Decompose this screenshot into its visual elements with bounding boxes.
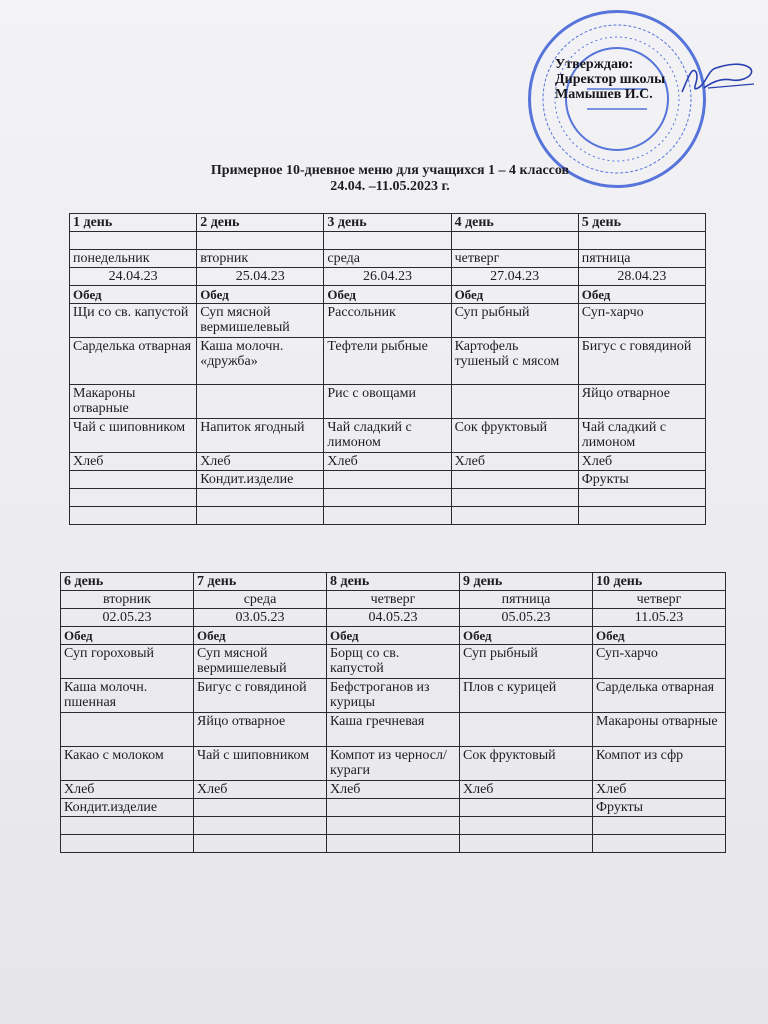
- meal-cell: Обед: [197, 286, 324, 304]
- dish-cell: Хлеб: [61, 781, 194, 799]
- dish-cell: Фрукты: [578, 471, 705, 489]
- day-cell: 3 день: [324, 214, 451, 232]
- dish-cell: Сок фруктовый: [451, 419, 578, 453]
- dish-cell: Суп рыбный: [451, 304, 578, 338]
- dish-cell: Какао с молоком: [61, 747, 194, 781]
- blank-cell: [324, 489, 451, 507]
- dish-cell: [327, 799, 460, 817]
- day-cell: 2 день: [197, 214, 324, 232]
- dish-cell: [460, 713, 593, 747]
- dish-cell: Компот из черносл/кураги: [327, 747, 460, 781]
- dish-cell: Бефстроганов из курицы: [327, 679, 460, 713]
- blank-cell: [194, 817, 327, 835]
- dish-row: [61, 645, 726, 679]
- dish-cell: [70, 471, 197, 489]
- day-cell: 9 день: [460, 573, 593, 591]
- date-cell: 02.05.23: [61, 609, 194, 627]
- menu-title: [130, 163, 650, 195]
- dish-cell: Яйцо отварное: [194, 713, 327, 747]
- bread-row: [61, 781, 726, 799]
- blank-cell: [578, 489, 705, 507]
- day-cell: 1 день: [70, 214, 197, 232]
- day-number-row: [70, 214, 706, 232]
- day-cell: 7 день: [194, 573, 327, 591]
- weekday-cell: четверг: [593, 591, 726, 609]
- meal-cell: Обед: [578, 286, 705, 304]
- blank-cell: [197, 507, 324, 525]
- date-cell: 25.04.23: [197, 268, 324, 286]
- date-cell: 26.04.23: [324, 268, 451, 286]
- meal-cell: Обед: [61, 627, 194, 645]
- date-cell: 04.05.23: [327, 609, 460, 627]
- dish-cell: Чай с шиповником: [70, 419, 197, 453]
- dish-cell: Бигус с говядиной: [578, 338, 705, 385]
- blank-cell: [578, 232, 705, 250]
- meal-row: [61, 627, 726, 645]
- date-cell: 11.05.23: [593, 609, 726, 627]
- blank-row: [61, 817, 726, 835]
- blank-row: [61, 835, 726, 853]
- date-row: [61, 609, 726, 627]
- dish-cell: Кондит.изделие: [197, 471, 324, 489]
- date-cell: 03.05.23: [194, 609, 327, 627]
- dish-cell: Борщ со св. капустой: [327, 645, 460, 679]
- dish-cell: Картофель тушеный с мясом: [451, 338, 578, 385]
- dish-cell: Тефтели рыбные: [324, 338, 451, 385]
- dish-cell: Компот из сфр: [593, 747, 726, 781]
- menu-table-week-1: [69, 213, 706, 525]
- blank-cell: [70, 232, 197, 250]
- extra-row: [61, 799, 726, 817]
- dish-cell: Плов с курицей: [460, 679, 593, 713]
- dish-cell: Суп мясной вермишелевый: [197, 304, 324, 338]
- weekday-row: [61, 591, 726, 609]
- dish-cell: Яйцо отварное: [578, 385, 705, 419]
- dish-cell: Каша молочн. пшенная: [61, 679, 194, 713]
- blank-cell: [327, 835, 460, 853]
- blank-cell: [460, 817, 593, 835]
- blank-cell: [197, 489, 324, 507]
- blank-cell: [593, 817, 726, 835]
- weekday-cell: вторник: [61, 591, 194, 609]
- dish-cell: Рис с овощами: [324, 385, 451, 419]
- day-cell: 10 день: [593, 573, 726, 591]
- dish-cell: [197, 385, 324, 419]
- blank-cell: [70, 489, 197, 507]
- meal-cell: Обед: [324, 286, 451, 304]
- dish-cell: Чай сладкий с лимоном: [578, 419, 705, 453]
- dish-cell: [460, 799, 593, 817]
- dish-row: [61, 713, 726, 747]
- bread-row: [70, 453, 706, 471]
- menu-table-week-2: [60, 572, 726, 853]
- approval-line-2: Директор школы: [555, 72, 666, 87]
- blank-row: [70, 232, 706, 250]
- dish-cell: Фрукты: [593, 799, 726, 817]
- dish-cell: Сарделька отварная: [593, 679, 726, 713]
- weekday-cell: пятница: [460, 591, 593, 609]
- dish-cell: Бигус с говядиной: [194, 679, 327, 713]
- dish-cell: Хлеб: [460, 781, 593, 799]
- meal-cell: Обед: [70, 286, 197, 304]
- weekday-cell: понедельник: [70, 250, 197, 268]
- dish-cell: Суп гороховый: [61, 645, 194, 679]
- dish-cell: [324, 471, 451, 489]
- meal-cell: Обед: [460, 627, 593, 645]
- extra-row: [70, 471, 706, 489]
- title-line-1: Примерное 10-дневное меню для учащихся 1 – 4 классов: [210, 163, 570, 178]
- weekday-cell: среда: [194, 591, 327, 609]
- blank-cell: [324, 507, 451, 525]
- dish-cell: [451, 471, 578, 489]
- blank-cell: [324, 232, 451, 250]
- day-cell: 6 день: [61, 573, 194, 591]
- date-cell: 28.04.23: [578, 268, 705, 286]
- dish-cell: Суп рыбный: [460, 645, 593, 679]
- dish-cell: Суп мясной вермишелевый: [194, 645, 327, 679]
- dish-cell: Кондит.изделие: [61, 799, 194, 817]
- dish-cell: Хлеб: [197, 453, 324, 471]
- dish-cell: Хлеб: [194, 781, 327, 799]
- approval-line-1: Утверждаю:: [555, 57, 634, 72]
- date-cell: 27.04.23: [451, 268, 578, 286]
- day-cell: 5 день: [578, 214, 705, 232]
- blank-cell: [197, 232, 324, 250]
- dish-cell: [451, 385, 578, 419]
- blank-row: [70, 489, 706, 507]
- weekday-cell: четверг: [451, 250, 578, 268]
- weekday-cell: среда: [324, 250, 451, 268]
- blank-cell: [61, 817, 194, 835]
- blank-cell: [70, 507, 197, 525]
- dish-cell: [194, 799, 327, 817]
- day-cell: 8 день: [327, 573, 460, 591]
- blank-cell: [460, 835, 593, 853]
- dish-cell: Напиток ягодный: [197, 419, 324, 453]
- weekday-cell: вторник: [197, 250, 324, 268]
- drink-row: [61, 747, 726, 781]
- approval-block: [555, 57, 665, 102]
- meal-cell: Обед: [327, 627, 460, 645]
- meal-cell: Обед: [451, 286, 578, 304]
- dish-cell: Суп-харчо: [593, 645, 726, 679]
- director-signature: [678, 58, 758, 98]
- dish-row: [70, 385, 706, 419]
- blank-cell: [578, 507, 705, 525]
- dish-cell: Сарделька отварная: [70, 338, 197, 385]
- dish-cell: Суп-харчо: [578, 304, 705, 338]
- approval-line-3: Мамышев И.С.: [555, 87, 653, 102]
- dish-cell: [61, 713, 194, 747]
- dish-cell: Хлеб: [327, 781, 460, 799]
- dish-cell: Хлеб: [451, 453, 578, 471]
- blank-cell: [194, 835, 327, 853]
- blank-cell: [593, 835, 726, 853]
- dish-cell: Рассольник: [324, 304, 451, 338]
- meal-row: [70, 286, 706, 304]
- dish-row: [70, 304, 706, 338]
- dish-cell: Макароны отварные: [593, 713, 726, 747]
- dish-cell: Хлеб: [578, 453, 705, 471]
- day-number-row: [61, 573, 726, 591]
- blank-cell: [451, 507, 578, 525]
- dish-cell: Сок фруктовый: [460, 747, 593, 781]
- dish-cell: Каша гречневая: [327, 713, 460, 747]
- title-line-2: 24.04. –11.05.2023 г.: [330, 179, 450, 194]
- dish-cell: Хлеб: [593, 781, 726, 799]
- date-row: [70, 268, 706, 286]
- dish-row: [61, 679, 726, 713]
- meal-cell: Обед: [194, 627, 327, 645]
- blank-cell: [327, 817, 460, 835]
- date-cell: 24.04.23: [70, 268, 197, 286]
- dish-cell: Хлеб: [324, 453, 451, 471]
- drink-row: [70, 419, 706, 453]
- day-cell: 4 день: [451, 214, 578, 232]
- weekday-row: [70, 250, 706, 268]
- weekday-cell: четверг: [327, 591, 460, 609]
- dish-cell: Каша молочн. «дружба»: [197, 338, 324, 385]
- dish-cell: Чай сладкий с лимоном: [324, 419, 451, 453]
- blank-cell: [61, 835, 194, 853]
- dish-cell: Чай с шиповником: [194, 747, 327, 781]
- weekday-cell: пятница: [578, 250, 705, 268]
- dish-row: [70, 338, 706, 385]
- blank-cell: [451, 232, 578, 250]
- dish-cell: Хлеб: [70, 453, 197, 471]
- dish-cell: Щи со св. капустой: [70, 304, 197, 338]
- date-cell: 05.05.23: [460, 609, 593, 627]
- blank-cell: [451, 489, 578, 507]
- blank-row: [70, 507, 706, 525]
- meal-cell: Обед: [593, 627, 726, 645]
- dish-cell: Макароны отварные: [70, 385, 197, 419]
